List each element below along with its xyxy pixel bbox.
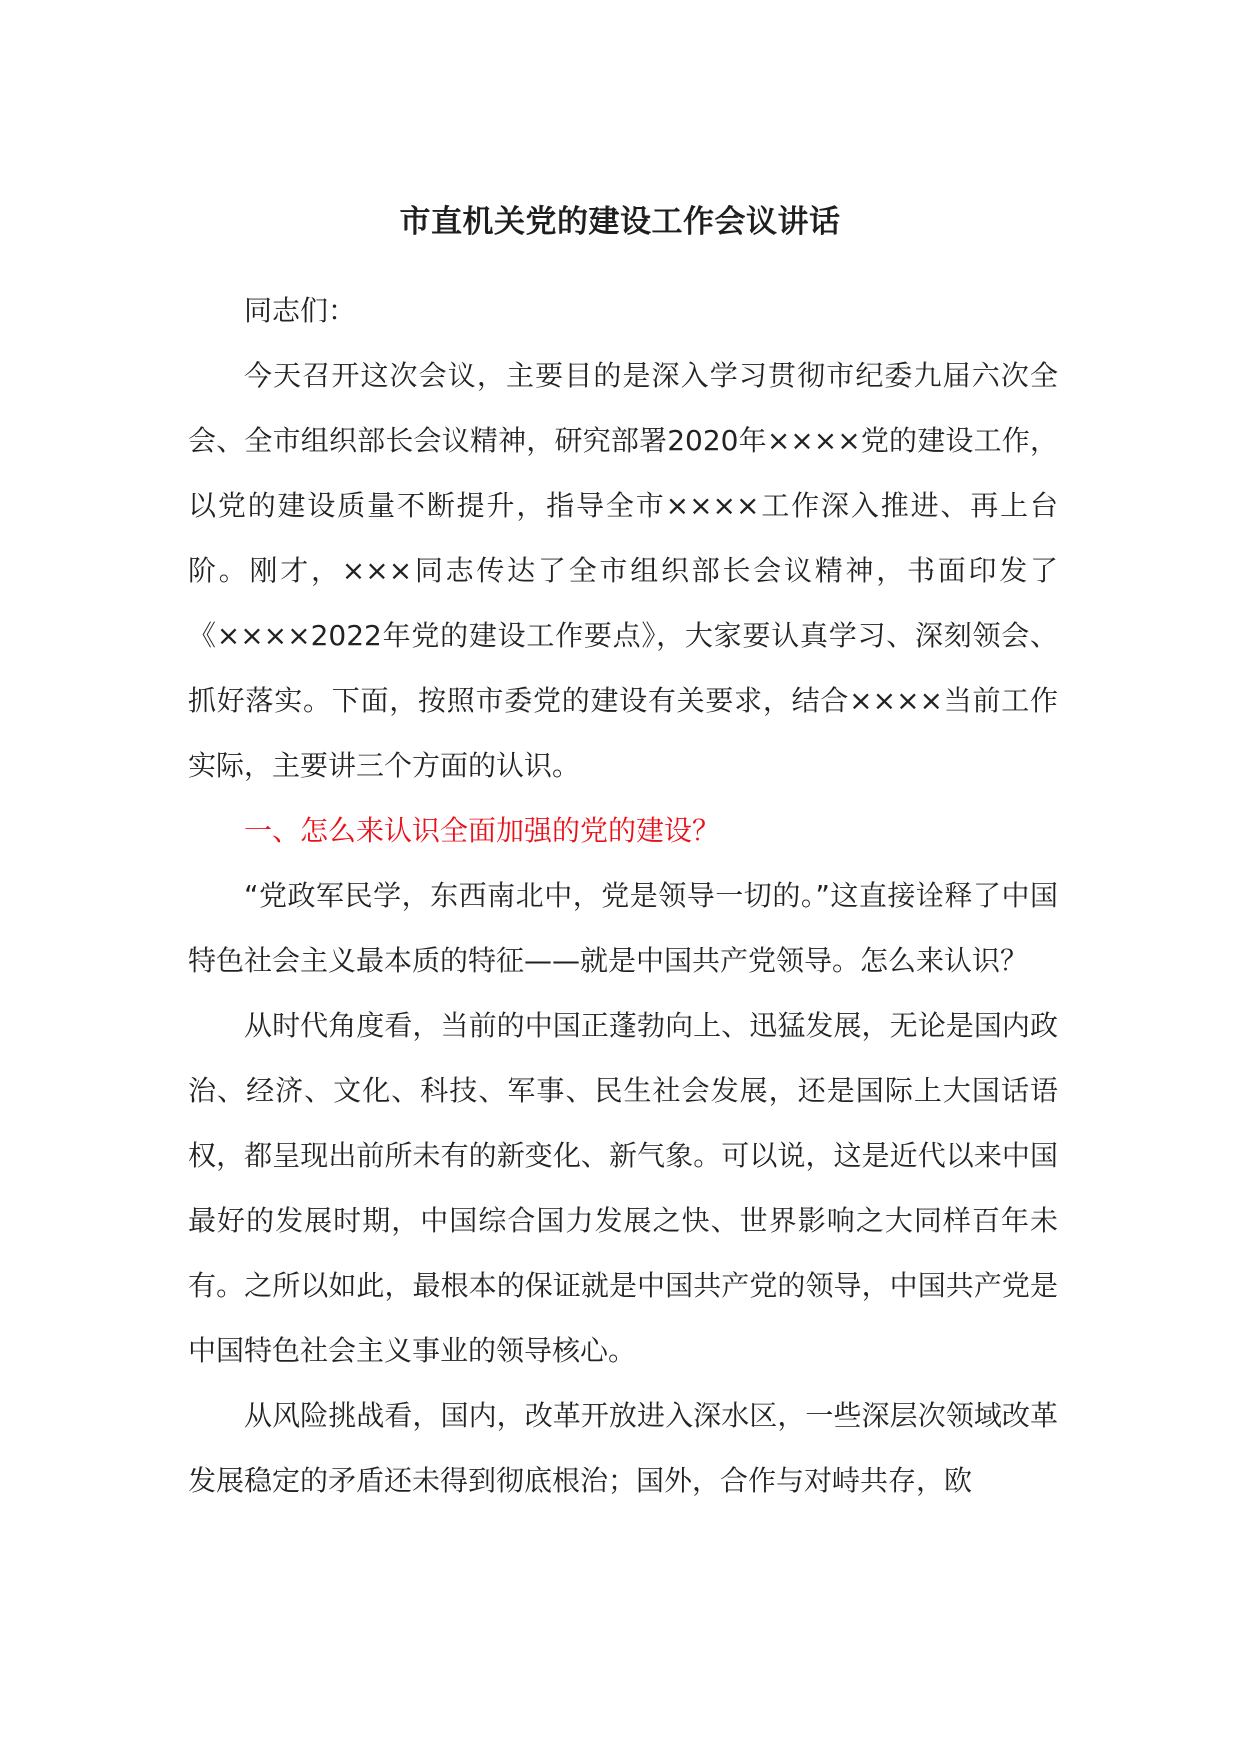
document-title: 市直机关党的建设工作会议讲话 xyxy=(399,204,841,240)
salutation-paragraph: 同志们： xyxy=(244,294,357,327)
body-paragraph: “党政军民学，东西南北中，党是领导一切的。”这直接诠释了中国特色社会主义最本质的特征——就是中国共产党领导。怎么来认识？ xyxy=(188,879,1058,977)
document-body xyxy=(188,278,1058,1513)
section-heading-1: 一、怎么来认识全面加强的党的建设？ xyxy=(244,814,721,847)
body-paragraph: 从时代角度看，当前的中国正蓬勃向上、迅猛发展，无论是国内政治、经济、文化、科技、军事、民生社会发展，还是国际上大国话语权，都呈现出前所未有的新变化、新气象。可以说，这是近代以来中国最好的发展时期，中国综合国力发展之快、世界影响之大同样百年未有。之所以如此，最根本的保证就是中国共产党的领导，中国共产党是中国特色社会主义事业的领导核心。 xyxy=(188,1009,1058,1367)
intro-paragraph: 今天召开这次会议，主要目的是深入学习贯彻市纪委九届六次全会、全市组织部长会议精神，研究部署2020年××××党的建设工作，以党的建设质量不断提升，指导全市××××工作深入推进、再上台阶。刚才，×××同志传达了全市组织部长会议精神，书面印发了《××××2022年党的建设工作要点》，大家要认真学习、深刻领会、抓好落实。下面，按照市委党的建设有关要求，结合××××当前工作实际，主要讲三个方面的认识。 xyxy=(188,359,1058,782)
body-paragraph: 从风险挑战看，国内，改革开放进入深水区，一些深层次领域改革发展稳定的矛盾还未得到彻底根治；国外，合作与对峙共存，欧 xyxy=(188,1399,1058,1497)
